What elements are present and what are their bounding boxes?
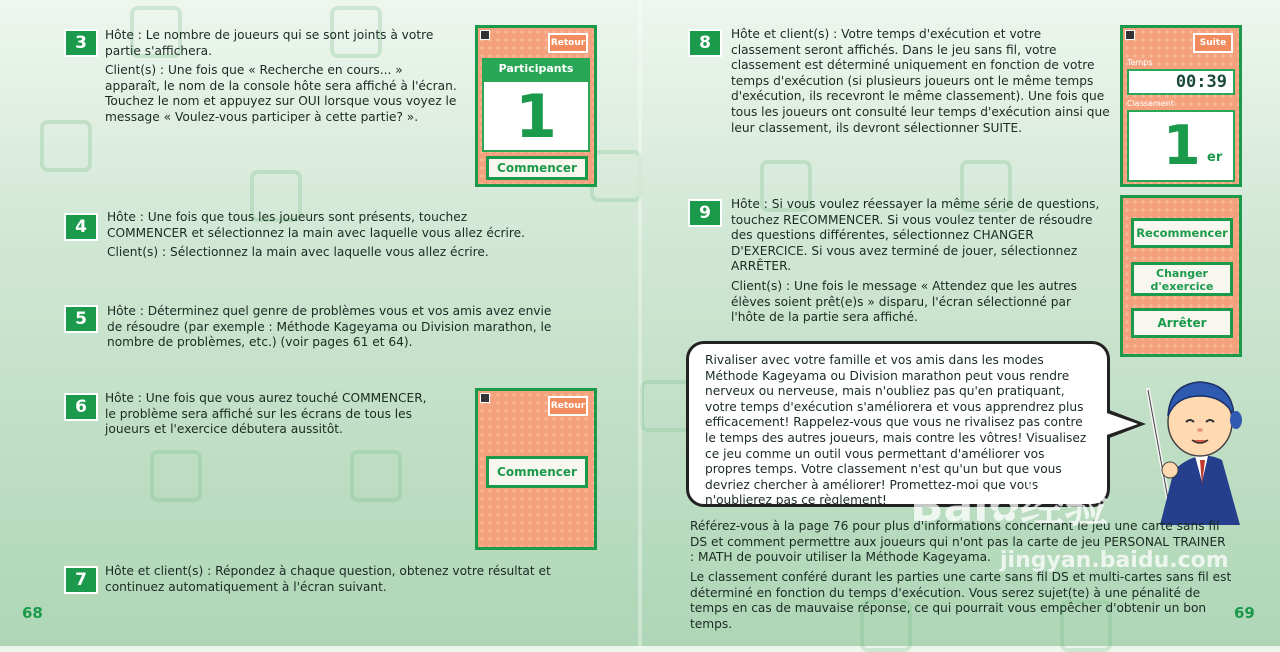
change-label-line1: Changer [1156, 267, 1208, 280]
step-paragraph: Hôte : Une fois que vous aurez touché COMMENCER, le problème sera affiché sur les écrans de tous les joueurs et l'exercice débutera aussitôt. [105, 391, 427, 437]
step-paragraph: Hôte : Une fois que tous les joueurs sont présents, touchez COMMENCER et sélectionnez la main avec laquelle vous allez écrire. [107, 210, 526, 240]
rank-suffix: er [1207, 150, 1223, 165]
step-paragraph: Hôte : Déterminez quel genre de problèmes vous et vos amis avez envie de résoudre (par exemple : Méthode Kageyama ou Division marathon, le nombre de problèmes, etc.) (voir pages 61 et 64). [107, 304, 552, 350]
ds-screen-result [1120, 25, 1242, 187]
watermark-url: jingyan.baidu.com [1000, 548, 1229, 573]
step-paragraph: Client(s) : Une fois que « Recherche en cours... » apparaît, le nom de la console hôte sera affiché à l'écran. Touchez le nom et appuyez sur OUI lorsque vous voyez le message « Voulez-vous participer à cette partie? ». [105, 63, 457, 124]
step-paragraph: Client(s) : Sélectionnez la main avec laquelle vous allez écrire. [107, 245, 489, 260]
ds-screen-participants [475, 25, 597, 187]
step-paragraph: Hôte et client(s) : Répondez à chaque question, obtenez votre résultat et continuez automatiquement à l'écran suivant. [105, 564, 551, 594]
time-label: Temps [1127, 58, 1153, 67]
step-text [105, 28, 461, 130]
page-gutter [638, 0, 642, 646]
change-label-line2: d'exercice [1150, 280, 1214, 293]
rank-label: Classement [1127, 99, 1174, 108]
step-paragraph: Hôte et client(s) : Votre temps d'exécution et votre classement seront affichés. Dans le jeu sans fil, votre classement est déterminé uniquement en fonction de votre temps d'exécution (si plusieurs joueurs ont le même temps d'exécution, ils recevront le même classement). Une fois que tous les joueurs ont consulté leur temps d'exécution ainsi que leur classement, ils devront sélectionner SUITE. [731, 27, 1110, 135]
participant-count: 1 [482, 80, 590, 152]
stop-button[interactable]: Arrêter [1131, 308, 1233, 338]
start-button[interactable]: Commencer [486, 456, 588, 488]
footer-paragraph: Le classement conféré durant les parties une carte sans fil DS et multi-cartes sans fil est déterminé en fonction du temps d'exécution. Vous serez sujet(te) à une pénalité de temps en cas de mauvaise réponse, ce qui pourrait vous empêcher d'obtenir un bon temps. [690, 570, 1232, 631]
pen-icon [1125, 30, 1135, 40]
participants-header: Participants [482, 58, 590, 80]
paw-icon: ✿ [988, 486, 1021, 530]
pen-icon [480, 393, 490, 403]
page-number: 68 [22, 604, 43, 622]
rank-box [1127, 110, 1235, 182]
teacher-character-illustration [1140, 360, 1252, 525]
step-number: 8 [688, 29, 722, 57]
step-number: 6 [64, 393, 98, 421]
speech-bubble: Rivaliser avec votre famille et vos amis dans les modes Méthode Kageyama ou Division marathon peut vous rendre nerveux ou nerveuse, mais n'oubliez pas qu'en pratiquant, votre temps d'exécution s'améliorera et vous apprendrez plus efficacement! Rappelez-vous que vous ne rivalisez pas contre le temps des autres joueurs, mais contre les vôtres! Visualisez ce jeu comme un outil vous permettant d'améliorer vos propres temps. Votre classement n'est qu'un but que vous devriez chercher à améliorer! Promettez-moi que vous n'oublierez pas ce règlement! [686, 341, 1110, 507]
retry-button[interactable]: Recommencer [1131, 218, 1233, 248]
step-number: 9 [688, 199, 722, 227]
step-text [105, 564, 585, 599]
page-number: 69 [1234, 604, 1255, 622]
bg-tile [40, 120, 92, 172]
rank-value: 1 [1163, 114, 1201, 177]
speech-bubble-tail-fill [1104, 412, 1138, 436]
next-button[interactable]: Suite [1193, 33, 1233, 53]
back-button[interactable]: Retour [548, 396, 588, 416]
step-paragraph: Hôte : Si vous voulez réessayer la même série de questions, touchez RECOMMENCER. Si vous voulez tenter de résoudre des questions différentes, sélectionnez CHANGER D'EXERCICE. Si vous avez terminé de jouer, sélectionnez ARRÊTER. [731, 197, 1100, 274]
step-text [731, 197, 1107, 330]
back-button[interactable]: Retour [548, 33, 588, 53]
footer-paragraph: Référez-vous à la page 76 pour plus d'informations concernant le jeu une carte sans fil DS et comment permettre aux joueurs qui n'ont pas la carte de jeu PERSONAL TRAINER : MATH de pouvoir utiliser la Méthode Kageyama. [690, 519, 1226, 565]
change-exercise-button[interactable] [1131, 262, 1233, 296]
bg-tile [350, 450, 402, 502]
step-number: 4 [64, 213, 98, 241]
start-button[interactable]: Commencer [486, 156, 588, 180]
time-value: 00:39 [1127, 69, 1235, 95]
step-paragraph: Hôte : Le nombre de joueurs qui se sont joints à votre partie s'affichera. [105, 28, 434, 58]
ds-screen-menu [1120, 195, 1242, 357]
pen-icon [480, 30, 490, 40]
bg-tile [640, 380, 692, 432]
bg-tile [150, 450, 202, 502]
bg-tile [590, 150, 642, 202]
watermark-logo [910, 470, 1108, 534]
ds-screen-start [475, 388, 597, 550]
step-text [107, 210, 547, 265]
step-text [731, 27, 1113, 140]
watermark-brand: Bai [910, 481, 989, 532]
step-text [107, 304, 569, 355]
step-paragraph: Client(s) : Une fois le message « Attendez que les autres élèves soient prêt(e)s » disparu, l'écran sélectionné par l'hôte de la partie sera affiché. [731, 278, 1078, 325]
step-text [105, 391, 435, 442]
step-number: 7 [64, 566, 98, 594]
watermark-brand-cn: 经验 [1020, 481, 1109, 532]
step-number: 3 [64, 29, 98, 57]
step-number: 5 [64, 305, 98, 333]
